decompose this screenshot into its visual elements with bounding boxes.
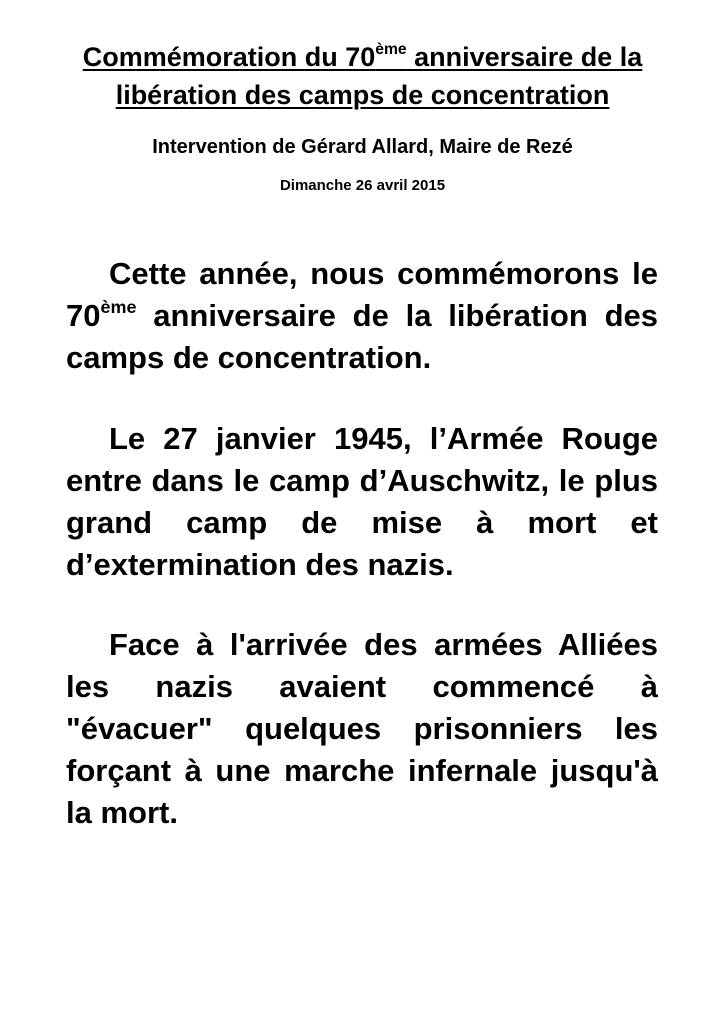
paragraph-1-text-end: anniversaire de la libération des camps de concentration. (66, 298, 658, 375)
title-superscript: ème (375, 41, 407, 59)
document-subtitle: Intervention de Gérard Allard, Maire de Rezé (152, 136, 573, 158)
paragraph-1 (66, 253, 658, 379)
paragraph-1-superscript: ème (100, 296, 137, 317)
document-title (40, 38, 685, 114)
title-text-start: Commémoration du 70 (82, 42, 376, 72)
paragraph-3: Face à l'arrivée des armées Alliées les nazis avaient commencé à "évacuer" quelques prisonniers les forçant à une marche infernale jusqu'à la mort. (66, 627, 658, 830)
document-date: Dimanche 26 avril 2015 (279, 177, 446, 194)
paragraph-1-text-start: Cette année, nous commémorons le 70 (66, 256, 658, 333)
title-text-end: anniversaire de la libération des camps de concentration (115, 42, 643, 110)
paragraph-2: Le 27 janvier 1945, l’Armée Rouge entre dans le camp d’Auschwitz, le plus grand camp de mise à mort et d’extermination des nazis. (66, 421, 658, 582)
